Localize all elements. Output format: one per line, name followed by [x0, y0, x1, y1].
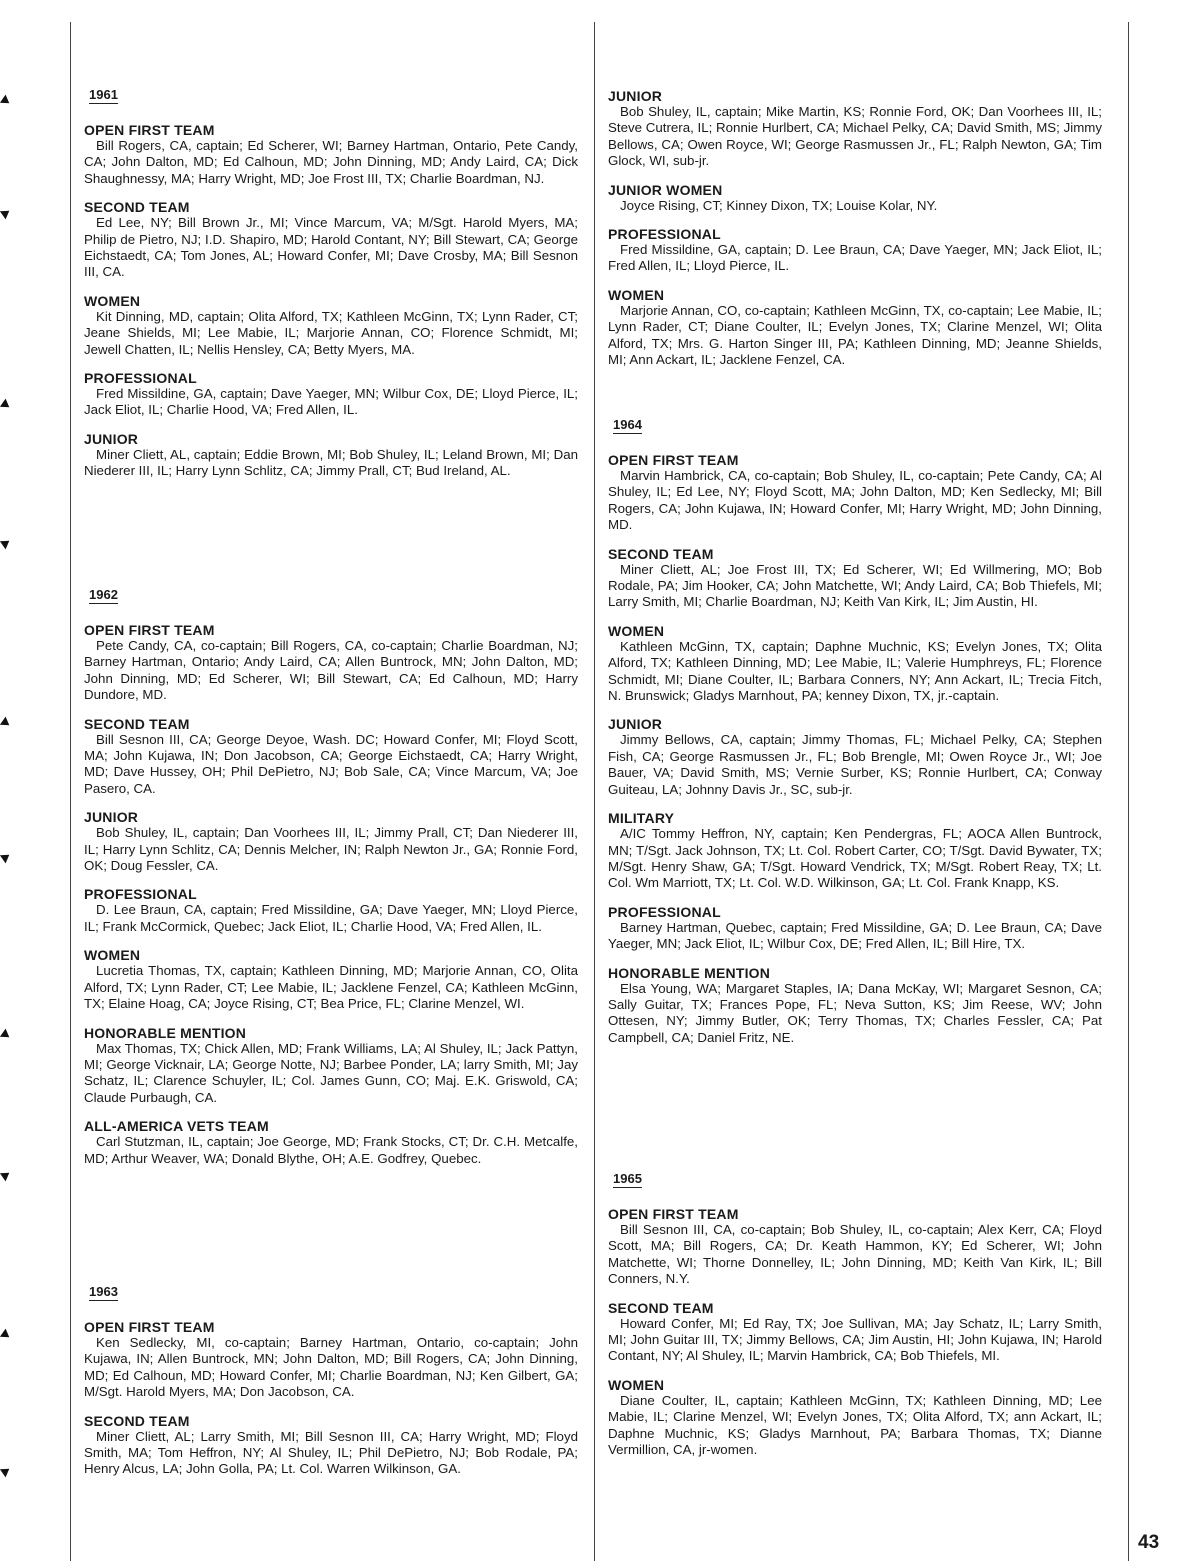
left-margin-rule [70, 22, 71, 1561]
section-professional [84, 886, 578, 935]
binding-mark [0, 717, 12, 730]
section-heading: SECOND TEAM [608, 545, 714, 562]
section-heading: JUNIOR [84, 430, 139, 447]
binding-mark [0, 207, 12, 220]
roster-text: Marjorie Annan, CO, co-captain; Kathleen McGinn, TX, co-captain; Lee Mabie, IL; Lynn Rader, CT; Diane Coulter, IL; Evelyn Jones, TX; Clarine Menzel, WI; Olita Alford, TX; Mrs. G. Harton Singer III, PA; Kathleen Dinning, MD; Jeanne Shields, MI; Ann Ackart, IL; Jacklene Fenzel, CA. [608, 302, 1102, 368]
section-professional [84, 370, 578, 419]
roster-text: D. Lee Braun, CA, captain; Fred Missildine, GA; Dave Yaeger, MN; Lloyd Pierce, IL; Frank McCormick, Quebec; Jack Eliot, IL; Charlie Hood, VA; Fred Allen, IL. [84, 902, 578, 934]
binding-mark [0, 399, 12, 412]
year-heading: 1964 [613, 417, 642, 432]
section-heading: PROFESSIONAL [84, 886, 197, 903]
binding-mark [0, 95, 12, 108]
section-heading: WOMEN [608, 1376, 665, 1393]
section-heading: HONORABLE MENTION [84, 1024, 247, 1041]
page-number: 43 [1138, 1532, 1160, 1553]
right-margin-rule [1128, 22, 1129, 1561]
year-heading: 1963 [89, 1284, 118, 1299]
section-heading: JUNIOR [84, 809, 139, 826]
section-heading: SECOND TEAM [608, 1299, 714, 1316]
section-women [608, 287, 1102, 369]
roster-text: Bill Sesnon III, CA; George Deyoe, Wash. DC; Howard Confer, MI; Floyd Scott, MA; John Kujawa, IN; Don Jacobson, CA; George Eichstaedt, CA; Harry Wright, MD; Dave Hussey, OH; Phil DePietro, NJ; Bob Sale, CA; Vince Marcum, VA; Joe Pasero, CA. [84, 731, 578, 796]
section-heading: WOMEN [84, 947, 141, 964]
roster-text: Pete Candy, CA, co-captain; Bill Rogers, CA, co-captain; Charlie Boardman, NJ; Barney Hartman, Ontario; Andy Laird, CA; Allen Buntrock, MN; John Dalton, MD; John Dinning, MD; Ed Scherer, WI; Bill Stewart, CA; Ed Calhoun, MD; Harry Dundore, MD. [84, 638, 578, 703]
column-divider-rule [594, 22, 595, 1561]
section-open-first-team [608, 1206, 1102, 1288]
section-honorable-mention [84, 1025, 578, 1107]
section-heading: PROFESSIONAL [608, 903, 721, 920]
section-junior [84, 809, 578, 874]
roster-text: Howard Confer, MI; Ed Ray, TX; Joe Sullivan, MA; Jay Schatz, IL; Larry Smith, MI; John Guitar III, TX; Jimmy Bellows, CA; Jim Austin, HI; John Kujawa, IN; Harold Contant, NY; Al Shuley, IL; Marvin Hambrick, CA; Bob Thiefels, MI. [608, 1315, 1102, 1364]
roster-text: Max Thomas, TX; Chick Allen, MD; Frank Williams, LA; Al Shuley, IL; Jack Pattyn, MI; George Vicknair, LA; George Notte, NJ; Barbee Ponder, LA; larry Smith, MI; Jay Schatz, IL; Clarence Schuyler, IL; Col. James Gunn, CO; Maj. E.K. Griswold, CA; Claude Purbaugh, CA. [84, 1040, 578, 1105]
section-open-first-team [608, 452, 1102, 534]
binding-mark [0, 1329, 12, 1342]
roster-text: Lucretia Thomas, TX, captain; Kathleen Dinning, MD; Marjorie Annan, CO, Olita Alford, TX; Lynn Rader, CT; Lee Mabie, IL; Jacklene Fenzel, CA; Kathleen McGinn, TX; Elaine Hoag, CA; Joyce Rising, CT; Bea Price, FL; Clarine Menzel, WI. [84, 963, 578, 1012]
section-junior-women [608, 182, 1102, 214]
section-heading: WOMEN [84, 292, 141, 309]
section-heading: PROFESSIONAL [608, 226, 721, 243]
section-heading: MILITARY [608, 810, 675, 827]
binding-mark [0, 851, 12, 864]
section-heading: SECOND TEAM [84, 715, 190, 732]
roster-text: A/IC Tommy Heffron, NY, captain; Ken Pendergras, FL; AOCA Allen Buntrock, MN; T/Sgt. Jack Johnson, TX; Lt. Col. Robert Carter, CO; T/Sgt. David Bywater, TX; M/Sgt. Henry Shaw, GA; T/Sgt. Howard Vendrick, TX; M/Sgt. Robert Reay, TX; Lt. Col. Wm Marriott, TX; Lt. Col. W.D. Wilkinson, GA; Lt. Col. Frank Knapp, KS. [608, 826, 1102, 891]
roster-text: Barney Hartman, Quebec, captain; Fred Missildine, GA; D. Lee Braun, CA; Dave Yaeger, MN; Jack Eliot, IL; Wilbur Cox, DE; Fred Allen, IL; Bill Hire, TX. [608, 919, 1102, 952]
roster-text: Marvin Hambrick, CA, co-captain; Bob Shuley, IL, co-captain; Pete Candy, CA; Al Shuley, IL; Ed Lee, NY; Floyd Scott, MA; John Dalton, MD; Ken Sedlecky, MI; Bill Rogers, CA; John Kujawa, IN; Howard Confer, MI; Harry Wright, MD; John Dinning, MD. [608, 468, 1102, 533]
section-heading: SECOND TEAM [84, 199, 190, 216]
section-heading: JUNIOR [608, 716, 663, 733]
section-heading: JUNIOR [608, 88, 663, 104]
binding-mark [0, 1465, 12, 1478]
binding-mark [0, 1169, 12, 1182]
year-block-1963 [84, 1283, 578, 1490]
section-heading: OPEN FIRST TEAM [608, 1206, 739, 1222]
section-second-team [84, 716, 578, 798]
roster-text: Miner Cliett, AL; Joe Frost III, TX; Ed Scherer, WI; Ed Willmering, MO; Bob Rodale, PA; Jim Hooker, CA; John Matchette, WI; Andy Laird, CA; Bob Thiefels, MI; Larry Smith, MI; Charlie Boardman, NJ; Keith Van Kirk, IL; Jim Austin, HI. [608, 561, 1102, 610]
section-professional [608, 226, 1102, 275]
section-women [84, 293, 578, 358]
roster-text: Fred Missildine, GA, captain; Dave Yaeger, MN; Wilbur Cox, DE; Lloyd Pierce, IL; Jack Eliot, IL; Charlie Hood, VA; Fred Allen, IL. [84, 386, 578, 418]
roster-text: Kit Dinning, MD, captain; Olita Alford, TX; Kathleen McGinn, TX; Lynn Rader, CT; Jeane Shields, MI; Lee Mabie, IL; Marjorie Annan, CO; Florence Schmidt, MI; Jewell Chatten, IL; Nellis Hensley, CA; Betty Myers, MA. [84, 308, 578, 357]
roster-text: Joyce Rising, CT; Kinney Dixon, TX; Louise Kolar, NY. [620, 197, 938, 213]
section-heading: PROFESSIONAL [84, 370, 197, 387]
binding-mark [0, 537, 12, 550]
section-heading: OPEN FIRST TEAM [84, 1319, 215, 1335]
section-second-team [84, 199, 578, 281]
roster-text: Kathleen McGinn, TX, captain; Daphne Muchnic, KS; Evelyn Jones, TX; Olita Alford, TX; Kathleen Dinning, MD; Lee Mabie, IL; Valerie Humphreys, FL; Florence Schmidt, MI; Diane Coulter, IL; Barbara Conners, NY; Ann Ackart, IL; Trecia Fitch, N. Brunswick; Gladys Marnhout, PA; kenney Dixon, TX, jr.-captain. [608, 638, 1102, 704]
year-block-1962 [84, 586, 578, 1179]
section-heading: WOMEN [608, 286, 665, 303]
year-heading: 1961 [89, 87, 118, 102]
section-heading: WOMEN [608, 622, 665, 639]
roster-text: Elsa Young, WA; Margaret Staples, IA; Dana McKay, WI; Margaret Sesnon, CA; Sally Guitar, TX; Frances Pope, FL; Neva Sutton, KS; Jim Reese, WV; John Ottesen, NY; Jimmy Butler, OK; Terry Thomas, TX; Charles Fessler, CA; Pat Campbell, CA; Daniel Fritz, NE. [608, 980, 1102, 1045]
section-heading: OPEN FIRST TEAM [84, 622, 215, 638]
roster-text: Miner Cliett, AL; Larry Smith, MI; Bill Sesnon III, CA; Harry Wright, MD; Floyd Smith, MA; Tom Heffron, NY; Al Shuley, IL; Phil DePietro, NJ; Bob Rodale, PA; Henry Alcus, LA; John Golla, PA; Lt. Col. Warren Wilkinson, GA. [84, 1428, 578, 1477]
binding-mark [0, 1029, 12, 1042]
section-junior [608, 88, 1102, 170]
roster-text: Miner Cliett, AL, captain; Eddie Brown, MI; Bob Shuley, IL; Leland Brown, MI; Dan Niederer III, IL; Harry Lynn Schlitz, CA; Jimmy Prall, CT; Bud Ireland, AL. [84, 446, 578, 479]
roster-text: Jimmy Bellows, CA, captain; Jimmy Thomas, FL; Michael Pelky, CA; Stephen Fish, CA; George Rasmussen Jr., FL; Bob Brengle, MI; Owen Royce Jr., WI; Joe Bauer, VA; David Smith, MS; Vernie Surber, KS; Ronnie Hurlbert, CA; Conway Guiteau, LA; Johnny Davis Jr., SC, sub-jr. [608, 732, 1102, 797]
section-second-team [608, 546, 1102, 611]
roster-text: Bill Sesnon III, CA, co-captain; Bob Shuley, IL, co-captain; Alex Kerr, CA; Floyd Scott, MA; Bill Rogers, CA; Dr. Keath Hammon, KY; Ed Scherer, WI; John Matchette, WI; Thorne Donnelley, IL; John Dinning, MD; Keith Van Kirk, IL; Bill Conners, N.Y. [608, 1222, 1102, 1287]
roster-text: Bob Shuley, IL, captain; Mike Martin, KS; Ronnie Ford, OK; Dan Voorhees III, IL; Steve Cutrera, IL; Ronnie Hurlbert, CA; Michael Pelky, CA; David Smith, MS; Jimmy Bellows, CA; Owen Royce, WI; George Rasmussen Jr., FL; Ralph Newton, GA; Tim Glock, WI, sub-jr. [608, 104, 1102, 169]
section-heading: ALL-AMERICA VETS TEAM [84, 1118, 269, 1135]
year-block-1961 [84, 86, 578, 492]
year-block-1963-continued [608, 88, 1102, 380]
section-open-first-team [84, 1319, 578, 1401]
roster-text: Fred Missildine, GA, captain; D. Lee Braun, CA; Dave Yaeger, MN; Jack Eliot, IL; Fred Allen, IL; Lloyd Pierce, IL. [608, 242, 1102, 274]
roster-text: Ed Lee, NY; Bill Brown Jr., MI; Vince Marcum, VA; M/Sgt. Harold Myers, MA; Philip de Pietro, NJ; I.D. Shapiro, MD; Harold Contant, NY; Bill Stewart, CA; George Eichstaedt, CA; Tom Jones, AL; Howard Confer, MI; Dave Crosby, MA; Bill Sesnon III, CA. [84, 215, 578, 280]
section-women [608, 1377, 1102, 1459]
section-open-first-team [84, 622, 578, 704]
section-heading: SECOND TEAM [84, 1412, 190, 1429]
roster-text: Bob Shuley, IL, captain; Dan Voorhees III, IL; Jimmy Prall, CT; Dan Niederer III, IL; Harry Lynn Schlitz, CA; Dennis Melcher, IN; Ralph Newton Jr., GA; Ronnie Ford, OK; Doug Fessler, CA. [84, 825, 578, 874]
section-all-america-vets-team [84, 1118, 578, 1167]
roster-text: Bill Rogers, CA, captain; Ed Scherer, WI; Barney Hartman, Ontario, Pete Candy, CA; John Dalton, MD; Ed Calhoun, MD; John Dinning, MD; Andy Laird, CA; Dick Shaughnessy, MA; Harry Wright, MD; Joe Frost III, TX; Charlie Boardman, NJ. [84, 138, 578, 186]
year-heading: 1965 [613, 1171, 642, 1186]
section-military [608, 810, 1102, 892]
year-block-1965 [608, 1170, 1102, 1470]
section-second-team [608, 1300, 1102, 1365]
roster-text: Ken Sedlecky, MI, co-captain; Barney Hartman, Ontario, co-captain; John Kujawa, IN; Allen Buntrock, MN; John Dalton, MD; Bill Rogers, CA; John Dinning, MD; Ed Calhoun, MD; Howard Confer, MI; Charlie Boardman, NJ; Ken Gilbert, GA; M/Sgt. Harold Myers, MA; Don Jacobson, CA. [84, 1335, 578, 1400]
section-open-first-team [84, 122, 578, 187]
roster-text: Diane Coulter, IL, captain; Kathleen McGinn, TX; Kathleen Dinning, MD; Lee Mabie, IL; Clarine Menzel, WI; Evelyn Jones, TX; Olita Alford, TX; ann Ackart, IL; Daphne Muchnic, KS; Gladys Marnhout, PA; Barbara Thomas, TX; Dianne Vermillion, CA, jr-women. [608, 1392, 1102, 1458]
section-honorable-mention [608, 965, 1102, 1047]
section-heading: JUNIOR WOMEN [608, 181, 723, 198]
year-block-1964 [608, 416, 1102, 1058]
section-heading: OPEN FIRST TEAM [84, 122, 215, 138]
section-women [608, 623, 1102, 705]
section-junior [84, 431, 578, 480]
section-professional [608, 904, 1102, 953]
section-women [84, 947, 578, 1012]
roster-text: Carl Stutzman, IL, captain; Joe George, MD; Frank Stocks, CT; Dr. C.H. Metcalfe, MD; Arthur Weaver, WA; Donald Blythe, OH; A.E. Godfrey, Quebec. [84, 1134, 578, 1166]
year-heading: 1962 [89, 587, 118, 602]
section-second-team [84, 1413, 578, 1478]
section-junior [608, 716, 1102, 798]
section-heading: HONORABLE MENTION [608, 964, 771, 981]
section-heading: OPEN FIRST TEAM [608, 452, 739, 468]
